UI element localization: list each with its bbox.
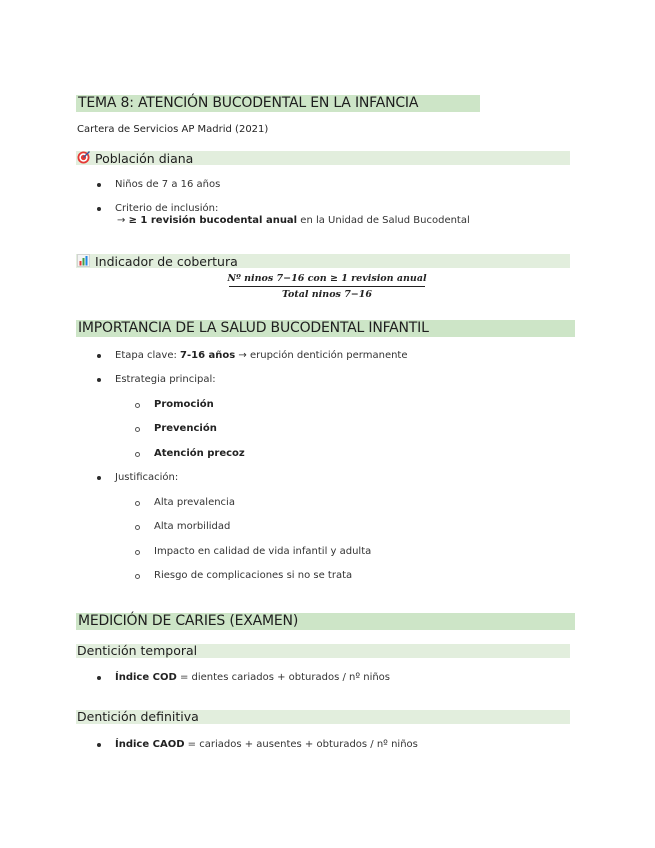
sub-item-calidad-vida: Impacto en calidad de vida infantil y adulta <box>154 546 372 557</box>
bullet-dot <box>97 476 101 480</box>
sub-item-morbilidad: Alta morbilidad <box>154 521 231 532</box>
sub-item-atencion-precoz: Atención precoz <box>154 448 245 459</box>
list-item-etapa <box>115 349 408 362</box>
section-heading-indicador <box>76 254 570 268</box>
section-heading-text: MEDICIÓN DE CARIES (EXAMEN) <box>78 613 299 629</box>
sub-bullet-circle <box>135 550 140 555</box>
criterio-rest-text: en la Unidad de Salud Bucodental <box>297 215 470 226</box>
sub-bullet-circle <box>135 525 140 530</box>
bullet-dot <box>97 354 101 358</box>
list-item-criterio-label: Criterio de inclusión: <box>115 203 219 214</box>
list-item-justificacion: Justificación: <box>115 472 179 483</box>
sub-bullet-circle <box>135 574 140 579</box>
sub-bullet-circle <box>135 403 140 408</box>
bullet-dot <box>97 743 101 747</box>
page-title-text: TEMA 8: ATENCIÓN BUCODENTAL EN LA INFANCIA <box>78 95 419 111</box>
formula-fraction-bar <box>229 286 425 287</box>
bar-chart-icon <box>77 254 90 270</box>
bullet-dot <box>97 378 101 382</box>
list-item-indice-cod <box>115 671 390 684</box>
coverage-formula <box>226 272 428 301</box>
section-heading-text: Población diana <box>95 151 194 166</box>
subsection-heading-definitiva <box>76 710 570 724</box>
sub-item-promocion: Promoción <box>154 399 214 410</box>
section-heading-text: IMPORTANCIA DE LA SALUD BUCODENTAL INFANTIL <box>78 320 429 336</box>
target-icon <box>77 151 90 167</box>
list-item-estrategia: Estrategia principal: <box>115 374 216 385</box>
criterio-bold-text: ≥ 1 revisión bucodental anual <box>128 215 298 226</box>
sub-item-prevencion: Prevención <box>154 423 217 434</box>
sub-item-prevalencia: Alta prevalencia <box>154 497 235 508</box>
sub-bullet-circle <box>135 452 140 457</box>
bullet-dot <box>97 183 101 187</box>
page-title <box>76 95 480 112</box>
formula-numerator: Nº ninos 7−16 con ≥ 1 revision anual <box>227 273 427 284</box>
subsection-heading-text: Dentición temporal <box>77 643 198 658</box>
section-heading-text: Indicador de cobertura <box>95 254 238 269</box>
list-item-indice-caod <box>115 738 418 751</box>
bullet-dot <box>97 207 101 211</box>
indice-caod-formula: = cariados + ausentes + obturados / nº niños <box>184 739 418 750</box>
list-item-criterio-detail <box>117 214 470 227</box>
section-heading-medicion <box>76 613 575 630</box>
etapa-bold-text: 7-16 años <box>180 350 236 361</box>
arrow-text: → <box>117 215 129 226</box>
list-item-edad: Niños de 7 a 16 años <box>115 179 221 190</box>
sub-bullet-circle <box>135 501 140 506</box>
etapa-label-text: Etapa clave: <box>115 350 181 361</box>
section-heading-poblacion <box>76 151 570 165</box>
sub-item-complicaciones: Riesgo de complicaciones si no se trata <box>154 570 353 581</box>
section-heading-importancia <box>76 320 575 337</box>
etapa-rest-text: → erupción dentición permanente <box>235 350 408 361</box>
indice-cod-formula: = dientes cariados + obturados / nº niños <box>176 672 391 683</box>
indice-cod-label: Índice COD <box>115 672 177 683</box>
subsection-heading-text: Dentición definitiva <box>77 709 199 724</box>
document-subtitle: Cartera de Servicios AP Madrid (2021) <box>77 124 269 135</box>
formula-denominator: Total ninos 7−16 <box>282 289 372 300</box>
bullet-dot <box>97 676 101 680</box>
subsection-heading-temporal <box>76 644 570 658</box>
sub-bullet-circle <box>135 427 140 432</box>
indice-caod-label: Índice CAOD <box>115 739 185 750</box>
